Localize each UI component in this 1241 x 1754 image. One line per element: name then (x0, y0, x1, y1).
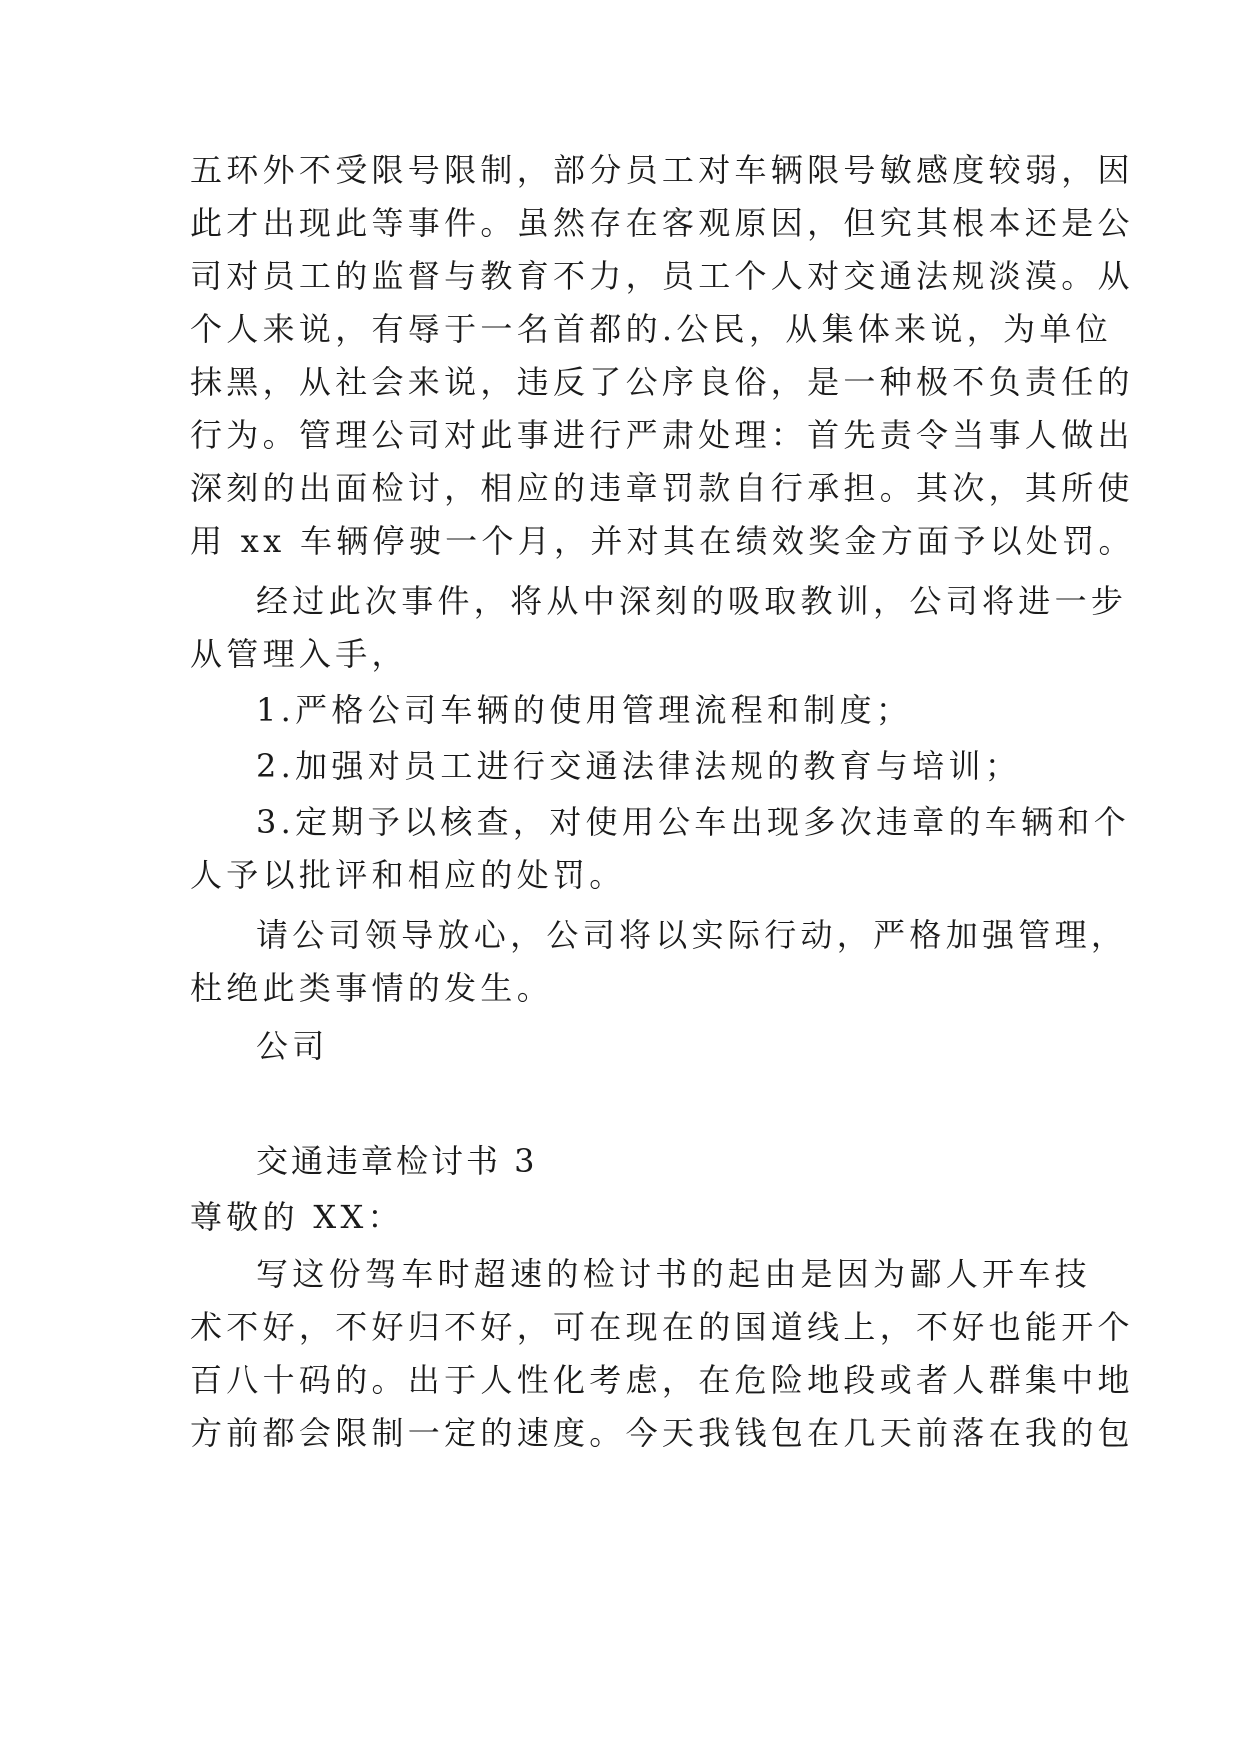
list-item: 1.严格公司车辆的使用管理流程和制度； (256, 691, 913, 729)
paragraph-first-line: 写这份驾车时超速的检讨书的起由是因为鄙人开车技 (256, 1255, 1091, 1293)
body-line: 百八十码的。出于人性化考虑，在危险地段或者人群集中地 (190, 1361, 1134, 1399)
salutation: 尊敬的 XX： (190, 1198, 404, 1236)
body-line: 杜绝此类事情的发生。 (190, 969, 554, 1007)
body-line: 用 xx 车辆停驶一个月，并对其在绩效奖金方面予以处罚。 (190, 522, 1135, 560)
section-title: 交通违章检讨书 3 (256, 1142, 538, 1180)
body-line: 深刻的出面检讨，相应的违章罚款自行承担。其次，其所使 (190, 469, 1134, 507)
body-line: 五环外不受限号限制，部分员工对车辆限号敏感度较弱，因 (190, 151, 1134, 189)
body-line: 术不好，不好归不好，可在现在的国道线上，不好也能开个 (190, 1308, 1134, 1346)
signature-company: 公司 (256, 1027, 329, 1065)
body-line: 此才出现此等事件。虽然存在客观原因，但究其根本还是公 (190, 204, 1134, 242)
list-item: 3.定期予以核查，对使用公车出现多次违章的车辆和个 (256, 803, 1131, 841)
body-line: 人予以批评和相应的处罚。 (190, 856, 626, 894)
body-line: 抹黑，从社会来说，违反了公序良俗，是一种极不负责任的 (190, 363, 1134, 401)
body-line: 个人来说，有辱于一名首都的.公民，从集体来说，为单位 (190, 310, 1112, 348)
paragraph-first-line: 请公司领导放心，公司将以实际行动，严格加强管理， (256, 916, 1128, 954)
paragraph-first-line: 经过此次事件，将从中深刻的吸取教训，公司将进一步 (256, 582, 1128, 620)
body-line: 从管理入手， (190, 635, 408, 673)
body-line: 行为。管理公司对此事进行严肃处理：首先责令当事人做出 (190, 416, 1134, 454)
body-line: 方前都会限制一定的速度。今天我钱包在几天前落在我的包 (190, 1414, 1134, 1452)
body-line: 司对员工的监督与教育不力，员工个人对交通法规淡漠。从 (190, 257, 1134, 295)
list-item: 2.加强对员工进行交通法律法规的教育与培训； (256, 747, 1022, 785)
